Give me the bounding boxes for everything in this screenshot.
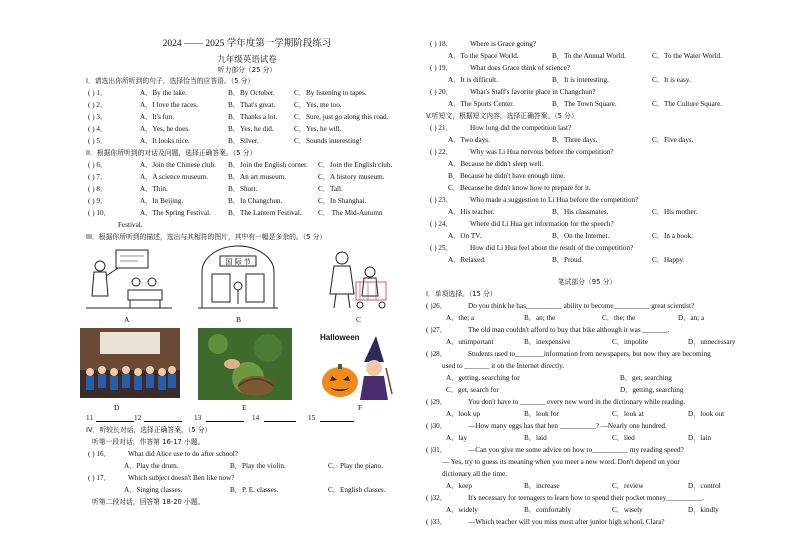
question-18-options: A．To the Space World. B．To the Annual World. C．To the Water World. <box>448 52 722 60</box>
question-24: ( ) 24． Where did Li Hua get information for the speech? <box>430 220 614 228</box>
question-19-options: A．It is difficult. B．It is interesting. C．It is easy. <box>448 76 691 84</box>
exam-title: 2024 —— 2025 学年度第一学期阶段练习 <box>162 39 332 49</box>
question-22-option-b: B．Because he didn't have enough time. <box>448 172 566 180</box>
answer-blank-15[interactable] <box>320 413 354 422</box>
question-32-options: A．widely B．comfortably C．wisely D．kindly <box>446 506 719 514</box>
question-16-options: A．Play the drum. B．Play the violin. C．Play the piano. <box>124 462 383 470</box>
question-28-cont: used to _______ it on the Internet directly. <box>442 362 565 370</box>
picture-label-a: A <box>124 315 130 324</box>
question-22: ( ) 22． Why was Li Hua nervous before the competition? <box>430 148 614 156</box>
question-31-cont: — Yes, try to guess its meaning when you meet a new word. Don't depend on your <box>442 458 680 466</box>
question-27-options: A．unimportant B．inexpensive C．impolite D．unnecessary <box>446 338 736 346</box>
question-item: ( ) 7． A．A science museum. B．An art museum. C．A history museum. <box>88 173 385 181</box>
question-20-options: A．The Sports Center. B．The Town Square. C．The Culture Square. <box>448 100 723 108</box>
picture-label-e: E <box>242 403 247 412</box>
question-16: ( ) 16． What did Alice use to do after school? <box>88 450 238 458</box>
picture-a <box>86 248 172 310</box>
picture-row-1 <box>86 244 408 324</box>
svg-text:国 际 节: 国 际 节 <box>225 258 251 266</box>
picture-e <box>198 328 292 400</box>
question-28-options-2: C．get, search for D．getting, searching <box>446 386 684 394</box>
museum-drawing-icon <box>198 244 278 310</box>
answer-blank-12[interactable] <box>144 413 182 422</box>
question-item: ( ) 1． A．By the lake. B．By October. C．By listening to tapes. <box>88 89 367 97</box>
question-25-options: A．Relaxed. B．Proud. C．Happy. <box>448 256 685 264</box>
halloween-caption: Halloween <box>320 333 360 342</box>
left-column <box>86 38 408 508</box>
question-31: ( )31． —Can you give me some advice on how to__________ my reading speed? <box>426 446 684 454</box>
answer-blanks-11-15: 11 12 13 14 15 <box>86 412 408 424</box>
dialogue-1-instruction: 听第一段对话，作答第 16-17 小题。 <box>92 438 205 446</box>
section-5-heading: V.听短文，根据短文内容，选择正确答案。（5 分） <box>426 112 578 120</box>
question-30: ( )30． —How many eggs has that hen __________? —Nearly one hundred. <box>426 422 667 430</box>
question-23: ( ) 23． Who made a suggestion to Li Hua before the competition? <box>430 196 639 204</box>
exam-subtitle: 九年级英语试卷 <box>217 54 277 64</box>
single-choice-heading: I．单项选择。（15 分） <box>426 290 497 298</box>
section-1-items <box>86 87 408 147</box>
picture-label-f: F <box>358 403 363 412</box>
question-26-options: A．the; a B．an; the C．the; the D．an; a <box>446 314 705 322</box>
answer-blank-13[interactable] <box>206 413 244 422</box>
section-2-heading: II．根据你所听到的对话及问题，选择正确答案。（5 分） <box>86 149 257 157</box>
question-17-options: A．Singing classes. B．P. E. classes. C．English classes. <box>124 486 386 494</box>
class-photo-icon <box>80 328 180 398</box>
question-32: ( )32． It's necessary for teenagers to learn how to spend their pocket money__________. <box>426 494 705 502</box>
question-22-option-a: A．Because he didn't sleep well. <box>448 160 544 168</box>
question-21: ( ) 21． How long did the competition last? <box>430 124 572 132</box>
question-17: ( ) 17． Which subject doesn't Ben like now? <box>88 474 235 482</box>
written-part-heading: 笔试部分（95 分） <box>557 278 617 286</box>
question-23-options: A．His teacher. B．His classmates. C．His mother. <box>448 208 698 216</box>
section-1-heading: I．请选出你所听到的句子，选择恰当的应答语。（5 分） <box>86 77 255 85</box>
answer-blank-11[interactable] <box>96 413 134 422</box>
picture-label-c: C <box>356 315 362 324</box>
question-18: ( ) 18． Where is Grace going? <box>430 40 537 48</box>
question-29-options: A．look up B．look for C．look at D．look out <box>446 410 725 418</box>
section-2-items <box>86 159 408 231</box>
section-4-heading: IV．听较长对话，选择正确答案。（5 分） <box>86 426 212 434</box>
question-item: ( ) 6． A．Join the Chinese club. B．Join the English corner. C．Join the English club. <box>88 161 393 169</box>
question-31-options: A．keep B．increase C．review D．control <box>446 482 721 490</box>
question-item: ( ) 2． A．I love the races. B．That's great. C．Yes, me too. <box>88 101 342 109</box>
right-column <box>426 38 748 528</box>
question-19: ( ) 19． What does Grace think of science? <box>430 64 570 72</box>
tea-picking-photo-icon <box>198 328 292 400</box>
question-28: ( )28． Students used to________information from newspapers, but now they are becoming <box>426 350 711 358</box>
dialogue-2-instruction: 听第二段对话，回答第 18-20 小题。 <box>92 498 205 506</box>
listening-part-heading: 听力部分（25 分） <box>217 66 277 74</box>
question-item: ( ) 10． A．The Spring Festival. B．The Lantern Festival. C． The Mid-Autumn <box>88 209 383 217</box>
question-26: ( )26． Do you think he has__________ ability to become__________ great scientist? <box>426 302 695 310</box>
shopping-drawing-icon <box>320 250 394 310</box>
picture-d <box>80 328 180 398</box>
picture-label-d: D <box>114 403 120 412</box>
question-item: ( ) 5． A．It looks nice. B．Silver. C．Sounds interesting! <box>88 137 362 145</box>
picture-c <box>320 250 394 310</box>
question-item: ( ) 9． A．In Beijing. B．In Changchun. C．In Shanghai. <box>88 197 367 205</box>
picture-f <box>314 328 394 404</box>
question-22-option-c: C．Because he didn't know how to prepare for it. <box>448 184 591 192</box>
question-21-options: A．Two days. B．Three days. C．Five days. <box>448 136 694 144</box>
answer-blank-14[interactable] <box>264 413 296 422</box>
question-item-wrap: Festival. <box>118 221 143 229</box>
picture-row-2 <box>86 328 408 412</box>
question-30-options: A．lay B．laid C．lied D．lain <box>446 434 712 442</box>
question-31-cont-2: dictionary all the time. <box>442 470 508 478</box>
question-24-options: A．On TV. B．On the Internet. C．In a book. <box>448 232 693 240</box>
question-25: ( ) 25． How did Li Hua feel about the result of the competition? <box>430 244 634 252</box>
question-29: ( )29． You don't have to _______ every new word in the dictionary while reading. <box>426 398 686 406</box>
question-item: ( ) 8． A．Thin. B．Short. C．Tall. <box>88 185 343 193</box>
question-33: ( )33． —Which teacher will you miss most after junior high school, Clara? <box>426 518 665 526</box>
classroom-drawing-icon <box>86 248 172 310</box>
picture-b <box>198 244 278 310</box>
question-27: ( )27． The old man couldn't afford to buy that bike although it was _______. <box>426 326 670 334</box>
question-28-options-1: A．getting, searching for B．get, searching <box>446 374 672 382</box>
question-item: ( ) 3． A．It's fun. B．Thanks a lot. C．Sure, just go along this road. <box>88 113 389 121</box>
question-item: ( ) 4． A．Yes, he does. B．Yes, he did. C．Yes, he will. <box>88 125 342 133</box>
picture-label-b: B <box>236 315 242 324</box>
question-20: ( ) 20． What's Staff's favorite place in Changchun? <box>430 88 596 96</box>
section-3-heading: III．根据你所听到的描述，选出与其相符的图片，其中有一幅是多余的。（5 分） <box>86 233 327 241</box>
